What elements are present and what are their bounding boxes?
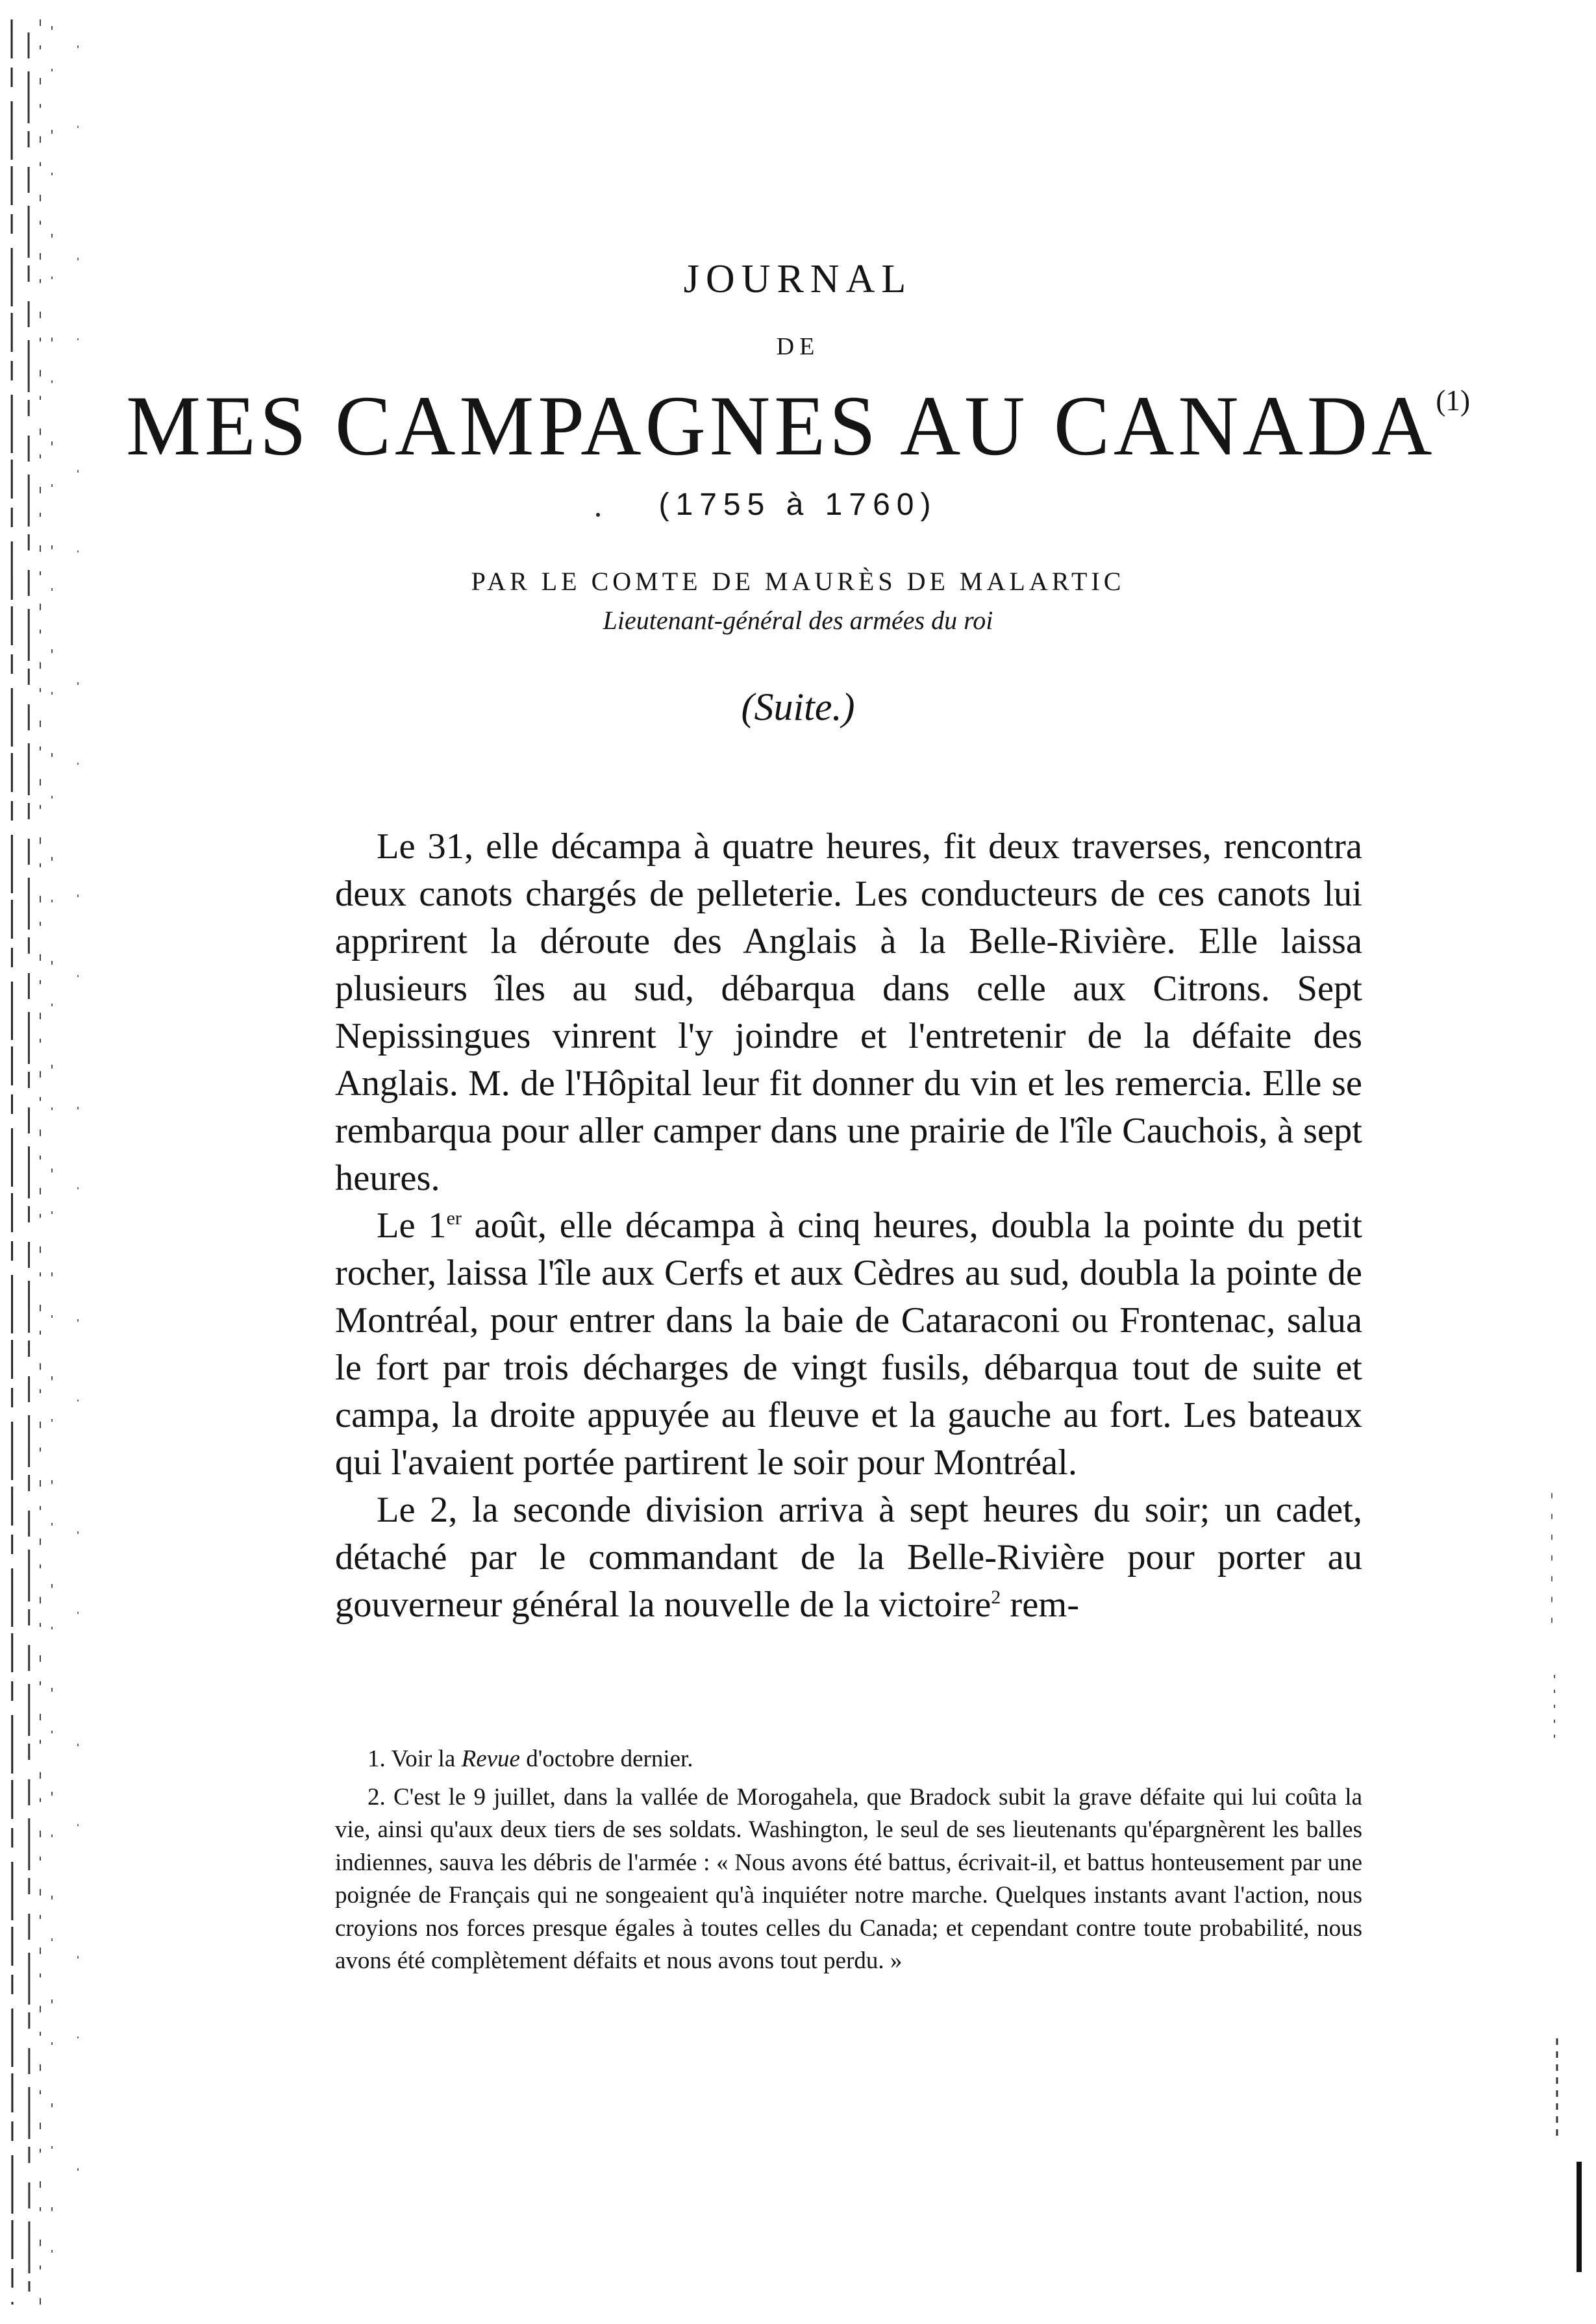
date-range: (1755 à 1760): [658, 488, 938, 522]
footnote-1-end: d'octobre dernier.: [519, 1746, 693, 1772]
footnote-1: [335, 1743, 1362, 1776]
paragraph-3-start: Le 2, la seconde division arriva à sept heures du soir; un cadet, détaché par le commandant de la Belle-Rivière pour porter au gouverneur général la nouvelle de la victoire: [335, 1490, 1362, 1625]
body-text: [335, 823, 1362, 1629]
footnote-2: 2. C'est le 9 juillet, dans la vallée de Morogahela, que Bradock subit la grave défaite qui lui coûta la vie, ainsi qu'aux deux tiers de ses soldats. Washington, le seul de ses lieutenants qu'épargnèrent les balles indiennes, sauva les débris de l'armée : « Nous avons été battus, écrivait-il, et battus honteusement par une poignée de Français qui ne songeaient qu'à inquiéter notre marche. Quelques instants avant l'action, nous croyions nos forces presque égales à toutes celles du Canada; et cependant contre toute probabilité, nous avons été complètement défaits et nous avons tout perdu. »: [335, 1783, 1362, 1974]
paragraph-2-rest: août, elle décampa à cinq heures, doubla la pointe du petit rocher, laissa l'île aux Cerfs et aux Cèdres au sud, doubla la pointe de Montréal, pour entrer dans la baie de Cataraconi ou Frontenac, salua le fort par trois décharges de vingt fusils, débarqua tout de suite et campa, la droite appuyée au fleuve et la gauche au fort. Les bateaux qui l'avaient portée partirent le soir pour Montréal.: [335, 1205, 1363, 1483]
paragraph-3-rest: rem-: [1001, 1585, 1080, 1625]
right-edge-marks: [1545, 1493, 1591, 2272]
ordinal-superscript: er: [446, 1207, 462, 1230]
paragraph-3: [335, 1487, 1362, 1629]
paragraph-2: [335, 1202, 1362, 1487]
journal-heading: JOURNAL: [683, 257, 913, 301]
footnote-ref-2: 2: [991, 1587, 1001, 1609]
author-rank: Lieutenant-général des armées du roi: [603, 606, 993, 635]
footnotes: [335, 1743, 1362, 1983]
paragraph-1: Le 31, elle décampa à quatre heures, fit deux traverses, rencontra deux canots chargés de pelleterie. Les conducteurs de ces canots lui apprirent la déroute des Anglais à la Belle-Rivière. Elle laissa plusieurs îles au sud, débarqua dans celle aux Citrons. Sept Nepissingues vinrent l'y joindre et l'entretenir de la défaite des Anglais. M. de l'Hôpital leur fit donner du vin et les remercia. Elle se rembarqua pour aller camper dans une prairie de l'île Cauchois, à sept heures.: [335, 826, 1362, 1198]
de-heading: DE: [776, 333, 820, 360]
title-text: MES CAMPAGNES AU CANADA: [126, 378, 1436, 473]
page-title: [16, 378, 1580, 473]
author-line: PAR LE COMTE DE MAURÈS DE MALARTIC: [471, 567, 1125, 596]
continuation-note: (Suite.): [741, 686, 855, 728]
binding-edge-marks: [6, 19, 84, 2305]
title-footnote-marker: (1): [1436, 384, 1470, 417]
paragraph-2-start: Le 1: [377, 1205, 447, 1246]
footnote-1-start: 1. Voir la: [368, 1746, 462, 1772]
footnote-1-italic: Revue: [461, 1746, 520, 1772]
